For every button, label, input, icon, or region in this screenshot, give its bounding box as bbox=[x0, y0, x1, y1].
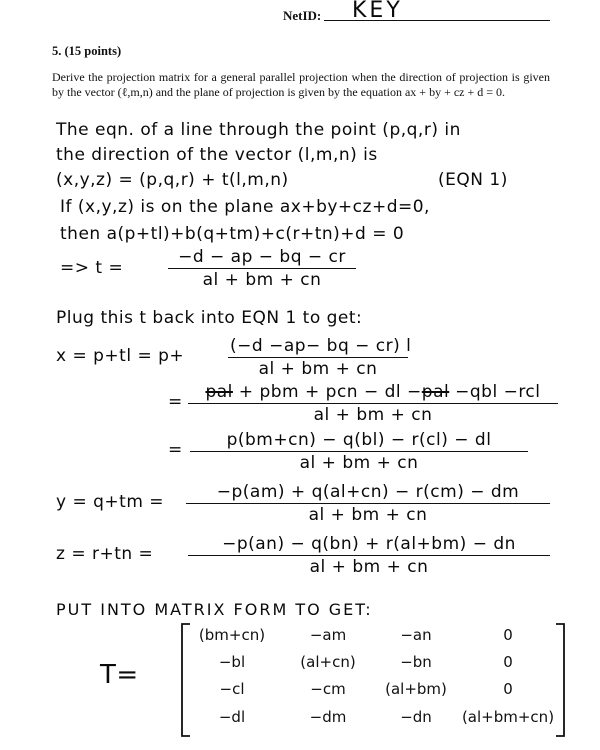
answer-line-3: (x,y,z) = (p,q,r) + t(l,m,n) bbox=[56, 170, 289, 190]
matrix-cell-r1-c1: (bm+cn) bbox=[198, 626, 266, 644]
t-denominator: al + bm + cn bbox=[202, 270, 322, 290]
answer-line-5: then a(p+tl)+b(q+tm)+c(r+tn)+d = 0 bbox=[60, 224, 405, 244]
question-number: 5. (15 points) bbox=[52, 44, 122, 58]
x2-num-cancel-2: pal bbox=[421, 382, 450, 402]
x-fraction-1 bbox=[228, 336, 412, 379]
matrix-cell-r3-c2: −cm bbox=[310, 680, 346, 698]
x2-denominator: al + bm + cn bbox=[313, 405, 433, 425]
projection-matrix bbox=[178, 620, 568, 740]
answer-line-2: the direction of the vector (l,m,n) is bbox=[56, 145, 378, 165]
t-numerator: −d − ap − bq − cr bbox=[168, 247, 356, 269]
matrix-lhs: T= bbox=[100, 660, 139, 690]
matrix-cell-r4-c3: −dn bbox=[400, 708, 432, 726]
x1-numerator: (−d −ap− bq − cr) l bbox=[230, 336, 412, 356]
matrix-cell-r2-c3: −bn bbox=[400, 653, 432, 671]
x-fraction-2 bbox=[188, 382, 558, 425]
x-fraction-3 bbox=[190, 430, 528, 473]
matrix-cell-r4-c4: (al+bm+cn) bbox=[461, 708, 555, 726]
matrix-cell-r3-c4: 0 bbox=[503, 680, 513, 698]
matrix-cell-r1-c2: −am bbox=[309, 626, 347, 644]
y-numerator: −p(am) + q(al+cn) − r(cm) − dm bbox=[186, 482, 550, 504]
z-numerator: −p(an) − q(bn) + r(al+bm) − dn bbox=[188, 534, 550, 556]
x2-num-part-d: −qbl −rcl bbox=[449, 382, 541, 402]
matrix-cell-r3-c3: (al+bm) bbox=[385, 680, 447, 698]
answer-line-1: The eqn. of a line through the point (p,q,r) in bbox=[56, 120, 461, 140]
y-lhs: y = q+tm = bbox=[56, 492, 165, 512]
x-lhs: x = p+tl = p+ bbox=[56, 346, 185, 366]
x1-denominator: al + bm + cn bbox=[258, 359, 378, 379]
x2-num-cancel-1: pal bbox=[205, 382, 233, 402]
matrix-cell-r1-c3: −an bbox=[400, 626, 432, 644]
answer-line-4: If (x,y,z) is on the plane ax+by+cz+d=0, bbox=[60, 197, 430, 217]
netid-label: NetID: bbox=[283, 8, 322, 23]
netid-value: KEY bbox=[352, 0, 403, 23]
x3-equals: = bbox=[168, 440, 183, 460]
matrix-cell-r3-c1: −cl bbox=[219, 680, 245, 698]
plug-line: Plug this t back into EQN 1 to get: bbox=[56, 308, 363, 328]
x2-numerator bbox=[188, 382, 558, 404]
matrix-cell-r2-c1: −bl bbox=[218, 653, 246, 671]
t-lhs: => t = bbox=[60, 258, 124, 278]
x2-equals: = bbox=[168, 392, 183, 412]
eqn-1-tag: (EQN 1) bbox=[438, 170, 508, 190]
matrix-cell-r4-c2: −dm bbox=[309, 708, 347, 726]
question-prompt: Derive the projection matrix for a general parallel projection when the direction of projection is given by the vector (ℓ,m,n) and the plane of projection is given by the equation ax + by + cz + d = 0. bbox=[52, 70, 550, 99]
z-fraction bbox=[188, 534, 550, 577]
z-lhs: z = r+tn = bbox=[56, 544, 154, 564]
matrix-intro: PUT INTO MATRIX FORM TO GET: bbox=[56, 600, 373, 619]
x3-numerator: p(bm+cn) − q(bl) − r(cl) − dl bbox=[190, 430, 528, 452]
matrix-cell-r2-c2: (al+cn) bbox=[300, 653, 356, 671]
z-denominator: al + bm + cn bbox=[309, 557, 429, 577]
y-fraction bbox=[186, 482, 550, 525]
matrix-cell-r2-c4: 0 bbox=[503, 653, 513, 671]
x3-denominator: al + bm + cn bbox=[299, 453, 419, 473]
t-fraction bbox=[168, 247, 356, 290]
matrix-cell-r1-c4: 0 bbox=[503, 626, 513, 644]
y-denominator: al + bm + cn bbox=[308, 505, 428, 525]
matrix-cell-r4-c1: −dl bbox=[218, 708, 246, 726]
x2-num-part-b: + pbm + pcn − dl − bbox=[232, 382, 422, 402]
